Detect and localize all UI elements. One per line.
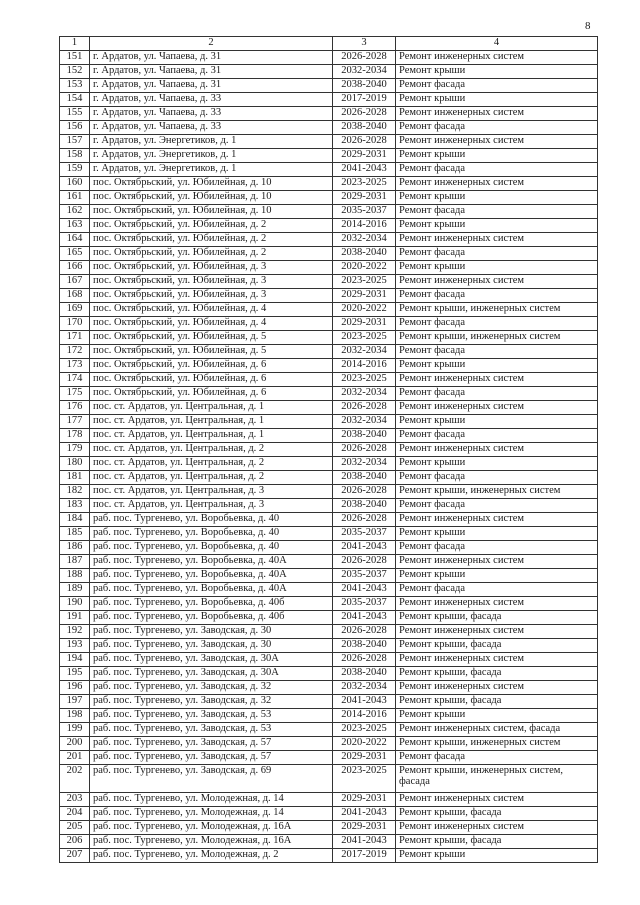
work-type-cell: Ремонт фасада: [396, 247, 598, 261]
table-body: [60, 51, 598, 863]
period-cell: 2029-2031: [333, 821, 396, 835]
row-number: 193: [60, 639, 90, 653]
row-number: 191: [60, 611, 90, 625]
row-number: 158: [60, 149, 90, 163]
address-cell: пос. Октябрьский, ул. Юбилейная, д. 2: [90, 247, 333, 261]
address-cell: г. Ардатов, ул. Энергетиков, д. 1: [90, 135, 333, 149]
table-row: [60, 177, 598, 191]
table-row: [60, 373, 598, 387]
table-row: [60, 205, 598, 219]
address-cell: пос. Октябрьский, ул. Юбилейная, д. 4: [90, 303, 333, 317]
row-number: 170: [60, 317, 90, 331]
work-type-cell: Ремонт крыши, инженерных систем: [396, 331, 598, 345]
period-cell: 2041-2043: [333, 541, 396, 555]
period-cell: 2026-2028: [333, 401, 396, 415]
work-type-cell: Ремонт фасада: [396, 345, 598, 359]
work-type-cell: Ремонт фасада: [396, 163, 598, 177]
table-row: [60, 485, 598, 499]
work-type-cell: Ремонт крыши, фасада: [396, 807, 598, 821]
address-cell: раб. пос. Тургенево, ул. Воробьевка, д. 40б: [90, 611, 333, 625]
table-row: [60, 247, 598, 261]
work-type-cell: Ремонт крыши: [396, 65, 598, 79]
address-cell: пос. Октябрьский, ул. Юбилейная, д. 5: [90, 345, 333, 359]
work-type-cell: Ремонт инженерных систем: [396, 275, 598, 289]
table-row: [60, 807, 598, 821]
period-cell: 2029-2031: [333, 793, 396, 807]
period-cell: 2020-2022: [333, 303, 396, 317]
period-cell: 2035-2037: [333, 205, 396, 219]
table-row: [60, 443, 598, 457]
table-row: [60, 569, 598, 583]
table-row: [60, 261, 598, 275]
address-cell: раб. пос. Тургенево, ул. Заводская, д. 30: [90, 639, 333, 653]
period-cell: 2032-2034: [333, 387, 396, 401]
address-cell: пос. Октябрьский, ул. Юбилейная, д. 6: [90, 387, 333, 401]
work-type-cell: Ремонт крыши: [396, 569, 598, 583]
period-cell: 2026-2028: [333, 625, 396, 639]
header-row: [60, 37, 598, 51]
address-cell: г. Ардатов, ул. Чапаева, д. 31: [90, 79, 333, 93]
period-cell: 2041-2043: [333, 695, 396, 709]
period-cell: 2023-2025: [333, 765, 396, 793]
table-row: [60, 597, 598, 611]
row-number: 153: [60, 79, 90, 93]
row-number: 183: [60, 499, 90, 513]
period-cell: 2041-2043: [333, 835, 396, 849]
table-row: [60, 709, 598, 723]
row-number: 154: [60, 93, 90, 107]
address-cell: пос. Октябрьский, ул. Юбилейная, д. 2: [90, 219, 333, 233]
table-row: [60, 359, 598, 373]
table-row: [60, 639, 598, 653]
row-number: 155: [60, 107, 90, 121]
period-cell: 2038-2040: [333, 667, 396, 681]
address-cell: раб. пос. Тургенево, ул. Молодежная, д. 16А: [90, 821, 333, 835]
work-type-cell: Ремонт фасада: [396, 499, 598, 513]
work-type-cell: Ремонт инженерных систем: [396, 177, 598, 191]
row-number: 164: [60, 233, 90, 247]
table-row: [60, 219, 598, 233]
work-type-cell: Ремонт фасада: [396, 387, 598, 401]
period-cell: 2035-2037: [333, 569, 396, 583]
row-number: 199: [60, 723, 90, 737]
period-cell: 2032-2034: [333, 415, 396, 429]
address-cell: раб. пос. Тургенево, ул. Заводская, д. 30А: [90, 667, 333, 681]
period-cell: 2032-2034: [333, 233, 396, 247]
page-number: 8: [585, 20, 591, 32]
address-cell: раб. пос. Тургенево, ул. Заводская, д. 30А: [90, 653, 333, 667]
work-type-cell: Ремонт фасада: [396, 205, 598, 219]
period-cell: 2029-2031: [333, 289, 396, 303]
period-cell: 2038-2040: [333, 471, 396, 485]
table-row: [60, 317, 598, 331]
address-cell: раб. пос. Тургенево, ул. Молодежная, д. 16А: [90, 835, 333, 849]
header-col-1: 1: [60, 37, 90, 51]
row-number: 176: [60, 401, 90, 415]
address-cell: раб. пос. Тургенево, ул. Молодежная, д. 14: [90, 793, 333, 807]
row-number: 161: [60, 191, 90, 205]
repair-schedule-table: [59, 36, 598, 863]
work-type-cell: Ремонт инженерных систем: [396, 373, 598, 387]
address-cell: г. Ардатов, ул. Чапаева, д. 33: [90, 93, 333, 107]
table-row: [60, 513, 598, 527]
period-cell: 2014-2016: [333, 219, 396, 233]
row-number: 179: [60, 443, 90, 457]
table-row: [60, 107, 598, 121]
address-cell: пос. Октябрьский, ул. Юбилейная, д. 6: [90, 359, 333, 373]
row-number: 201: [60, 751, 90, 765]
table-row: [60, 79, 598, 93]
work-type-cell: Ремонт инженерных систем: [396, 597, 598, 611]
work-type-cell: Ремонт крыши: [396, 359, 598, 373]
table-row: [60, 541, 598, 555]
row-number: 203: [60, 793, 90, 807]
address-cell: пос. ст. Ардатов, ул. Центральная, д. 2: [90, 457, 333, 471]
address-cell: раб. пос. Тургенево, ул. Воробьевка, д. 40А: [90, 555, 333, 569]
table-row: [60, 625, 598, 639]
row-number: 192: [60, 625, 90, 639]
table-row: [60, 835, 598, 849]
period-cell: 2035-2037: [333, 597, 396, 611]
period-cell: 2020-2022: [333, 737, 396, 751]
address-cell: пос. ст. Ардатов, ул. Центральная, д. 1: [90, 401, 333, 415]
work-type-cell: Ремонт крыши, фасада: [396, 639, 598, 653]
period-cell: 2032-2034: [333, 681, 396, 695]
address-cell: г. Ардатов, ул. Чапаева, д. 31: [90, 51, 333, 65]
table-row: [60, 611, 598, 625]
table-row: [60, 303, 598, 317]
work-type-cell: Ремонт инженерных систем, фасада: [396, 723, 598, 737]
address-cell: раб. пос. Тургенево, ул. Молодежная, д. 2: [90, 849, 333, 863]
row-number: 162: [60, 205, 90, 219]
row-number: 196: [60, 681, 90, 695]
address-cell: пос. Октябрьский, ул. Юбилейная, д. 10: [90, 205, 333, 219]
row-number: 186: [60, 541, 90, 555]
period-cell: 2017-2019: [333, 93, 396, 107]
table-row: [60, 457, 598, 471]
row-number: 163: [60, 219, 90, 233]
period-cell: 2041-2043: [333, 163, 396, 177]
period-cell: 2014-2016: [333, 709, 396, 723]
address-cell: г. Ардатов, ул. Чапаева, д. 33: [90, 121, 333, 135]
work-type-cell: Ремонт инженерных систем: [396, 135, 598, 149]
period-cell: 2020-2022: [333, 261, 396, 275]
address-cell: пос. ст. Ардатов, ул. Центральная, д. 1: [90, 415, 333, 429]
period-cell: 2026-2028: [333, 653, 396, 667]
row-number: 157: [60, 135, 90, 149]
period-cell: 2017-2019: [333, 849, 396, 863]
address-cell: пос. ст. Ардатов, ул. Центральная, д. 2: [90, 471, 333, 485]
work-type-cell: Ремонт крыши, инженерных систем: [396, 485, 598, 499]
table-row: [60, 65, 598, 79]
row-number: 206: [60, 835, 90, 849]
table-row: [60, 191, 598, 205]
row-number: 182: [60, 485, 90, 499]
header-col-4: 4: [396, 37, 598, 51]
work-type-cell: Ремонт инженерных систем: [396, 793, 598, 807]
header-col-2: 2: [90, 37, 333, 51]
row-number: 198: [60, 709, 90, 723]
address-cell: пос. Октябрьский, ул. Юбилейная, д. 3: [90, 275, 333, 289]
address-cell: пос. Октябрьский, ул. Юбилейная, д. 10: [90, 177, 333, 191]
row-number: 168: [60, 289, 90, 303]
address-cell: раб. пос. Тургенево, ул. Воробьевка, д. 40А: [90, 583, 333, 597]
row-number: 194: [60, 653, 90, 667]
table-row: [60, 471, 598, 485]
address-cell: пос. ст. Ардатов, ул. Центральная, д. 3: [90, 499, 333, 513]
period-cell: 2038-2040: [333, 429, 396, 443]
table-row: [60, 695, 598, 709]
row-number: 160: [60, 177, 90, 191]
table-row: [60, 527, 598, 541]
table-row: [60, 51, 598, 65]
address-cell: пос. ст. Ардатов, ул. Центральная, д. 3: [90, 485, 333, 499]
table-row: [60, 387, 598, 401]
period-cell: 2023-2025: [333, 373, 396, 387]
work-type-cell: Ремонт инженерных систем: [396, 555, 598, 569]
work-type-cell: Ремонт инженерных систем: [396, 51, 598, 65]
row-number: 156: [60, 121, 90, 135]
row-number: 152: [60, 65, 90, 79]
row-number: 166: [60, 261, 90, 275]
work-type-cell: Ремонт крыши: [396, 527, 598, 541]
table-row: [60, 233, 598, 247]
row-number: 188: [60, 569, 90, 583]
header-col-3: 3: [333, 37, 396, 51]
address-cell: пос. ст. Ардатов, ул. Центральная, д. 1: [90, 429, 333, 443]
row-number: 205: [60, 821, 90, 835]
work-type-cell: Ремонт инженерных систем: [396, 401, 598, 415]
work-type-cell: Ремонт инженерных систем: [396, 107, 598, 121]
row-number: 180: [60, 457, 90, 471]
work-type-cell: Ремонт инженерных систем: [396, 233, 598, 247]
row-number: 195: [60, 667, 90, 681]
address-cell: раб. пос. Тургенево, ул. Заводская, д. 30: [90, 625, 333, 639]
period-cell: 2038-2040: [333, 247, 396, 261]
row-number: 190: [60, 597, 90, 611]
period-cell: 2023-2025: [333, 275, 396, 289]
table-row: [60, 345, 598, 359]
row-number: 169: [60, 303, 90, 317]
work-type-cell: Ремонт фасада: [396, 79, 598, 93]
work-type-cell: Ремонт фасада: [396, 121, 598, 135]
work-type-cell: Ремонт фасада: [396, 429, 598, 443]
period-cell: 2014-2016: [333, 359, 396, 373]
period-cell: 2029-2031: [333, 149, 396, 163]
period-cell: 2038-2040: [333, 79, 396, 93]
table-row: [60, 163, 598, 177]
row-number: 172: [60, 345, 90, 359]
work-type-cell: Ремонт фасада: [396, 317, 598, 331]
table-row: [60, 849, 598, 863]
address-cell: г. Ардатов, ул. Чапаева, д. 31: [90, 65, 333, 79]
work-type-cell: Ремонт крыши: [396, 191, 598, 205]
address-cell: раб. пос. Тургенево, ул. Заводская, д. 57: [90, 737, 333, 751]
row-number: 202: [60, 765, 90, 793]
work-type-cell: Ремонт фасада: [396, 583, 598, 597]
work-type-cell: Ремонт крыши: [396, 219, 598, 233]
address-cell: г. Ардатов, ул. Энергетиков, д. 1: [90, 163, 333, 177]
address-cell: раб. пос. Тургенево, ул. Заводская, д. 57: [90, 751, 333, 765]
period-cell: 2029-2031: [333, 317, 396, 331]
address-cell: раб. пос. Тургенево, ул. Заводская, д. 32: [90, 681, 333, 695]
period-cell: 2023-2025: [333, 723, 396, 737]
table-row: [60, 667, 598, 681]
address-cell: пос. Октябрьский, ул. Юбилейная, д. 5: [90, 331, 333, 345]
work-type-cell: Ремонт фасада: [396, 751, 598, 765]
work-type-cell: Ремонт крыши: [396, 709, 598, 723]
work-type-cell: Ремонт инженерных систем: [396, 653, 598, 667]
period-cell: 2026-2028: [333, 443, 396, 457]
row-number: 189: [60, 583, 90, 597]
row-number: 177: [60, 415, 90, 429]
address-cell: раб. пос. Тургенево, ул. Заводская, д. 32: [90, 695, 333, 709]
period-cell: 2029-2031: [333, 751, 396, 765]
period-cell: 2038-2040: [333, 499, 396, 513]
work-type-cell: Ремонт крыши, инженерных систем, фасада: [396, 765, 598, 793]
address-cell: раб. пос. Тургенево, ул. Воробьевка, д. 40б: [90, 597, 333, 611]
table-row: [60, 653, 598, 667]
work-type-cell: Ремонт инженерных систем: [396, 513, 598, 527]
row-number: 184: [60, 513, 90, 527]
table-row: [60, 93, 598, 107]
period-cell: 2038-2040: [333, 121, 396, 135]
work-type-cell: Ремонт фасада: [396, 471, 598, 485]
address-cell: раб. пос. Тургенево, ул. Воробьевка, д. 40А: [90, 569, 333, 583]
period-cell: 2026-2028: [333, 485, 396, 499]
row-number: 187: [60, 555, 90, 569]
table-row: [60, 429, 598, 443]
row-number: 171: [60, 331, 90, 345]
table-row: [60, 275, 598, 289]
work-type-cell: Ремонт крыши, фасада: [396, 611, 598, 625]
period-cell: 2023-2025: [333, 331, 396, 345]
period-cell: 2038-2040: [333, 639, 396, 653]
work-type-cell: Ремонт крыши: [396, 849, 598, 863]
period-cell: 2041-2043: [333, 807, 396, 821]
address-cell: раб. пос. Тургенево, ул. Молодежная, д. 14: [90, 807, 333, 821]
address-cell: раб. пос. Тургенево, ул. Воробьевка, д. 40: [90, 527, 333, 541]
period-cell: 2026-2028: [333, 51, 396, 65]
row-number: 167: [60, 275, 90, 289]
table-row: [60, 149, 598, 163]
table-row: [60, 499, 598, 513]
table-row: [60, 401, 598, 415]
row-number: 151: [60, 51, 90, 65]
address-cell: пос. Октябрьский, ул. Юбилейная, д. 6: [90, 373, 333, 387]
period-cell: 2023-2025: [333, 177, 396, 191]
row-number: 204: [60, 807, 90, 821]
address-cell: г. Ардатов, ул. Чапаева, д. 33: [90, 107, 333, 121]
address-cell: пос. Октябрьский, ул. Юбилейная, д. 3: [90, 261, 333, 275]
period-cell: 2026-2028: [333, 135, 396, 149]
row-number: 159: [60, 163, 90, 177]
table-row: [60, 821, 598, 835]
period-cell: 2026-2028: [333, 513, 396, 527]
address-cell: раб. пос. Тургенево, ул. Заводская, д. 53: [90, 709, 333, 723]
period-cell: 2035-2037: [333, 527, 396, 541]
work-type-cell: Ремонт крыши: [396, 415, 598, 429]
row-number: 207: [60, 849, 90, 863]
table-row: [60, 121, 598, 135]
table-row: [60, 135, 598, 149]
table-row: [60, 583, 598, 597]
work-type-cell: Ремонт инженерных систем: [396, 625, 598, 639]
row-number: 197: [60, 695, 90, 709]
row-number: 178: [60, 429, 90, 443]
work-type-cell: Ремонт крыши, фасада: [396, 667, 598, 681]
address-cell: пос. Октябрьский, ул. Юбилейная, д. 10: [90, 191, 333, 205]
table-row: [60, 681, 598, 695]
work-type-cell: Ремонт крыши, инженерных систем: [396, 737, 598, 751]
table-row: [60, 765, 598, 793]
address-cell: пос. Октябрьский, ул. Юбилейная, д. 4: [90, 317, 333, 331]
address-cell: раб. пос. Тургенево, ул. Воробьевка, д. 40: [90, 541, 333, 555]
address-cell: раб. пос. Тургенево, ул. Заводская, д. 53: [90, 723, 333, 737]
table-row: [60, 793, 598, 807]
address-cell: пос. Октябрьский, ул. Юбилейная, д. 2: [90, 233, 333, 247]
work-type-cell: Ремонт инженерных систем: [396, 443, 598, 457]
address-cell: пос. Октябрьский, ул. Юбилейная, д. 3: [90, 289, 333, 303]
work-type-cell: Ремонт крыши: [396, 149, 598, 163]
work-type-cell: Ремонт крыши: [396, 93, 598, 107]
table-row: [60, 415, 598, 429]
period-cell: 2026-2028: [333, 555, 396, 569]
period-cell: 2041-2043: [333, 611, 396, 625]
work-type-cell: Ремонт крыши, фасада: [396, 695, 598, 709]
table-row: [60, 723, 598, 737]
period-cell: 2029-2031: [333, 191, 396, 205]
period-cell: 2032-2034: [333, 457, 396, 471]
work-type-cell: Ремонт фасада: [396, 541, 598, 555]
table-row: [60, 751, 598, 765]
row-number: 173: [60, 359, 90, 373]
period-cell: 2032-2034: [333, 65, 396, 79]
row-number: 185: [60, 527, 90, 541]
period-cell: 2026-2028: [333, 107, 396, 121]
row-number: 165: [60, 247, 90, 261]
period-cell: 2041-2043: [333, 583, 396, 597]
table-row: [60, 737, 598, 751]
row-number: 174: [60, 373, 90, 387]
work-type-cell: Ремонт инженерных систем: [396, 821, 598, 835]
address-cell: раб. пос. Тургенево, ул. Воробьевка, д. 40: [90, 513, 333, 527]
work-type-cell: Ремонт инженерных систем: [396, 681, 598, 695]
row-number: 175: [60, 387, 90, 401]
row-number: 181: [60, 471, 90, 485]
address-cell: г. Ардатов, ул. Энергетиков, д. 1: [90, 149, 333, 163]
work-type-cell: Ремонт крыши, фасада: [396, 835, 598, 849]
work-type-cell: Ремонт фасада: [396, 289, 598, 303]
address-cell: пос. ст. Ардатов, ул. Центральная, д. 2: [90, 443, 333, 457]
table-row: [60, 331, 598, 345]
table-row: [60, 289, 598, 303]
table-row: [60, 555, 598, 569]
address-cell: раб. пос. Тургенево, ул. Заводская, д. 69: [90, 765, 333, 793]
work-type-cell: Ремонт крыши: [396, 261, 598, 275]
period-cell: 2032-2034: [333, 345, 396, 359]
row-number: 200: [60, 737, 90, 751]
work-type-cell: Ремонт крыши, инженерных систем: [396, 303, 598, 317]
work-type-cell: Ремонт крыши: [396, 457, 598, 471]
